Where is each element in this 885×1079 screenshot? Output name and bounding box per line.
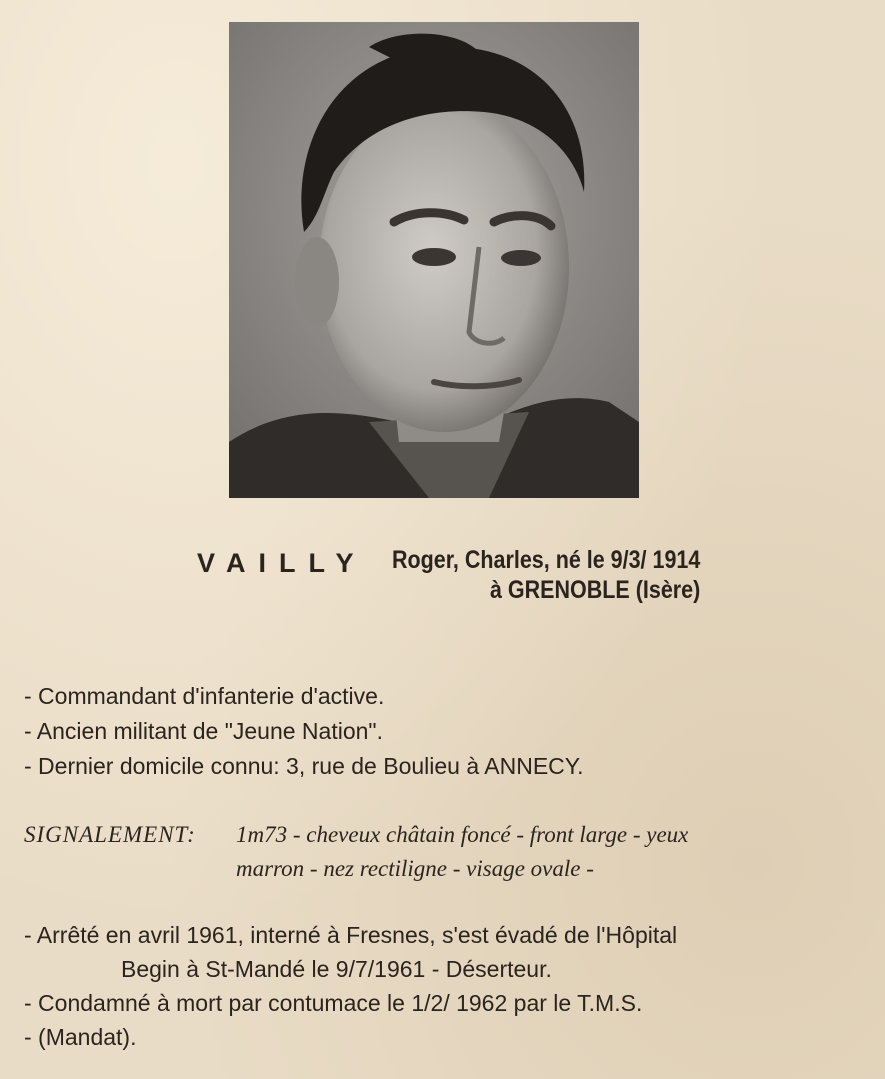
description-line-2: marron - nez rectiligne - visage ovale - — [236, 856, 594, 881]
birthplace: à GRENOBLE (Isère) — [490, 576, 701, 604]
fact-last-address: - Dernier domicile connu: 3, rue de Boulieu à ANNECY. — [24, 753, 584, 779]
description-line-1: 1m73 - cheveux châtain foncé - front large - yeux — [236, 822, 689, 847]
description-label: SIGNALEMENT: — [24, 822, 196, 847]
history-sentence: - Condamné à mort par contumace le 1/2/ 1962 par le T.M.S. — [24, 990, 643, 1016]
person-heading — [0, 540, 885, 610]
history-warrant: - (Mandat). — [24, 1024, 137, 1050]
fact-rank: - Commandant d'infanterie d'active. — [24, 683, 385, 709]
history-arrest: - Arrêté en avril 1961, interné à Fresnes, s'est évadé de l'Hôpital — [24, 922, 678, 948]
given-names-birth-date: Roger, Charles, né le 9/3/ 1914 — [392, 546, 701, 574]
surname: VAILLY — [197, 548, 367, 578]
fact-affiliation: - Ancien militant de "Jeune Nation". — [24, 718, 383, 744]
portrait-photo — [229, 22, 639, 498]
history-escape: Begin à St-Mandé le 9/7/1961 - Déserteur. — [121, 956, 552, 982]
